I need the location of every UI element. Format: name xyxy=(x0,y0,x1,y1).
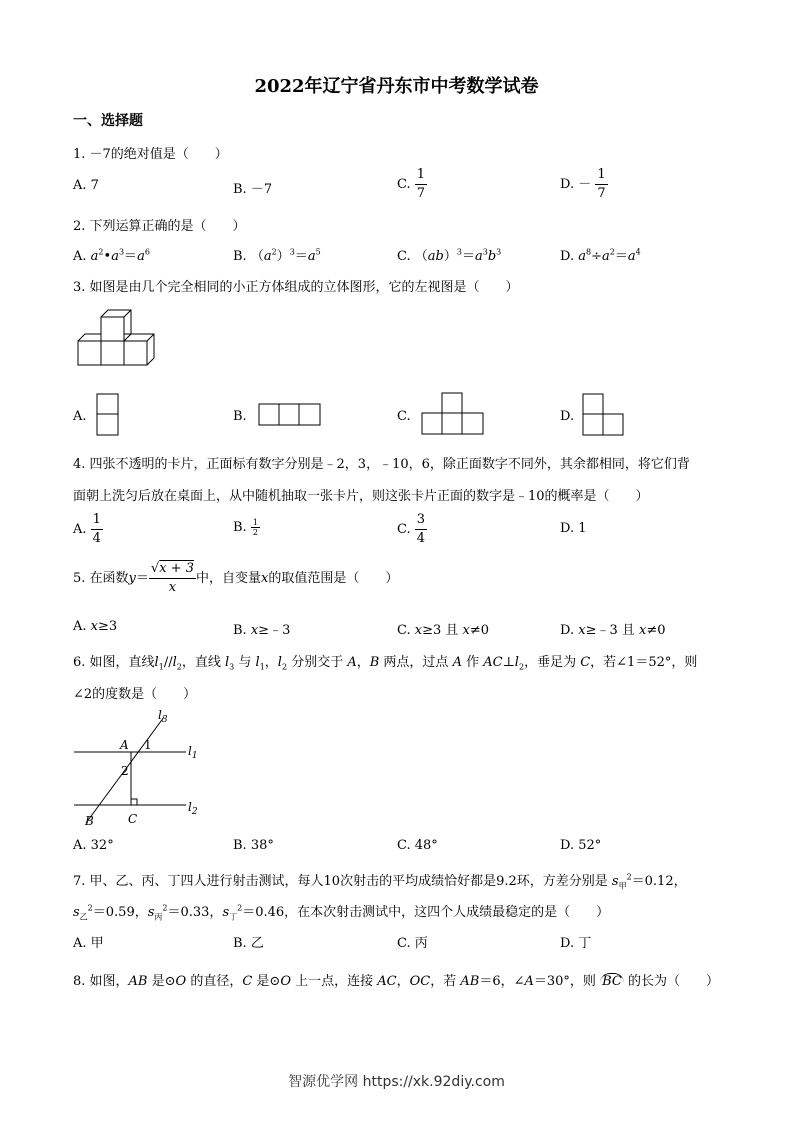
q6-option-a: A. 32° xyxy=(73,838,114,853)
label-l2: $l_2$ xyxy=(188,800,198,817)
q5-option-d: D. x≥﹣3 且 x≠0 xyxy=(560,623,666,638)
q6-option-c: C. 48° xyxy=(397,838,438,853)
q2-option-c: C. $(ab)^3=a^3b^3$ xyxy=(397,247,502,264)
q1-option-d: D. － $\frac{1}{7}$ xyxy=(560,167,606,201)
q3-option-d: D. xyxy=(560,409,575,424)
q7-line2: $s_乙^2=0.59$，$s_丙^2=0.33$，$s_丁^2=0.46$，在本次射击测试中，这四个人成绩最稳定的是（ ） xyxy=(73,903,610,922)
section-heading: 一、选择题 xyxy=(73,113,143,129)
label-angle-1: 1 xyxy=(144,738,152,752)
q3-option-c-figure xyxy=(421,392,485,436)
q6-option-b: B. 38° xyxy=(233,838,274,853)
q7-line1: 7. 甲、乙、丙、丁四人进行射击测试，每人10次射击的平均成绩恰好都是9.2环，方差分别是 $s_甲^2=0.12$， xyxy=(73,872,687,891)
q1-option-b: B. －7 xyxy=(233,182,273,197)
q7-option-b: B. 乙 xyxy=(233,936,264,951)
q7-option-c: C. 丙 xyxy=(397,936,428,951)
q3-stem: 3. 如图是由几个完全相同的小正方体组成的立体图形，它的左视图是（ ） xyxy=(73,280,519,295)
q3-option-d-figure xyxy=(582,393,626,437)
label-B: B xyxy=(85,814,94,828)
q3-option-b-figure xyxy=(258,403,322,427)
q2-option-b: B. $(a^2)^3=a^5$ xyxy=(233,247,321,264)
q4-option-b: B. $\frac{1}{2}$ xyxy=(233,518,258,537)
page-title: 2022年辽宁省丹东市中考数学试卷 xyxy=(254,76,539,97)
label-C: C xyxy=(128,812,138,826)
q6-figure xyxy=(70,705,210,830)
footer-watermark: 智源优学网 https://xk.92diy.com xyxy=(288,1074,505,1090)
q1-option-c: C. $\frac{1}{7}$ xyxy=(397,167,426,201)
q5-stem: 5. 在函数y＝ $\frac{√x + 3}{x}$ 中，自变量x的取值范围是（ ） xyxy=(73,561,399,595)
q3-solid-figure xyxy=(76,309,160,369)
label-angle-2: 2 xyxy=(121,764,129,778)
q3-option-c: C. xyxy=(397,409,411,424)
q8-stem: 8. 如图，AB 是⊙O 的直径，C 是⊙O 上一点，连接 AC，OC，若 AB＝6，∠A＝30°，则 BC 的长为（ ） xyxy=(73,974,719,989)
q5-option-a: A. x≥3 xyxy=(73,619,118,634)
q4-option-a: A. $\frac{1}{4}$ xyxy=(73,512,101,546)
q1-option-a: A. 7 xyxy=(73,178,99,193)
label-l3: $l_3$ xyxy=(158,708,168,725)
q6-option-d: D. 52° xyxy=(560,838,602,853)
q5-option-b: B. x≥﹣3 xyxy=(233,623,291,638)
q7-option-d: D. 丁 xyxy=(560,936,592,951)
q2-option-d: D. $a^8\div a^2=a^4$ xyxy=(560,247,641,264)
q1-stem: 1. －7的绝对值是（ ） xyxy=(73,147,228,162)
q2-stem: 2. 下列运算正确的是（ ） xyxy=(73,219,246,234)
q6-line2: ∠2的度数是（ ） xyxy=(73,687,197,702)
q5-option-c: C. x≥3 且 x≠0 xyxy=(397,623,490,638)
q4-option-c: C. $\frac{3}{4}$ xyxy=(397,512,426,546)
q4-line2: 面朝上洗匀后放在桌面上，从中随机抽取一张卡片，则这张卡片正面的数字是﹣10的概率是（ ） xyxy=(73,489,649,504)
label-A: A xyxy=(120,738,129,752)
q4-line1: 4. 四张不透明的卡片，正面标有数字分别是﹣2，3，﹣10，6，除正面数字不同外，其余都相同，将它们背 xyxy=(73,457,690,472)
q4-option-d: D. 1 xyxy=(560,521,587,536)
q2-option-a: A. $a^2•a^3=a^6$ xyxy=(73,247,150,264)
q6-line1: 6. 如图，直线$l_1//l_2$，直线 $l_3$ 与 $l_1$，$l_2$ 分别交于 A，B 两点，过点 A 作 $AC\perp l_2$，垂足为 C，若∠1＝52°，则 xyxy=(73,655,698,672)
label-l1: $l_1$ xyxy=(188,744,198,761)
q3-option-a-figure xyxy=(96,393,120,437)
q3-option-b: B. xyxy=(233,409,247,424)
q7-option-a: A. 甲 xyxy=(73,936,104,951)
q3-option-a: A. xyxy=(73,409,87,424)
